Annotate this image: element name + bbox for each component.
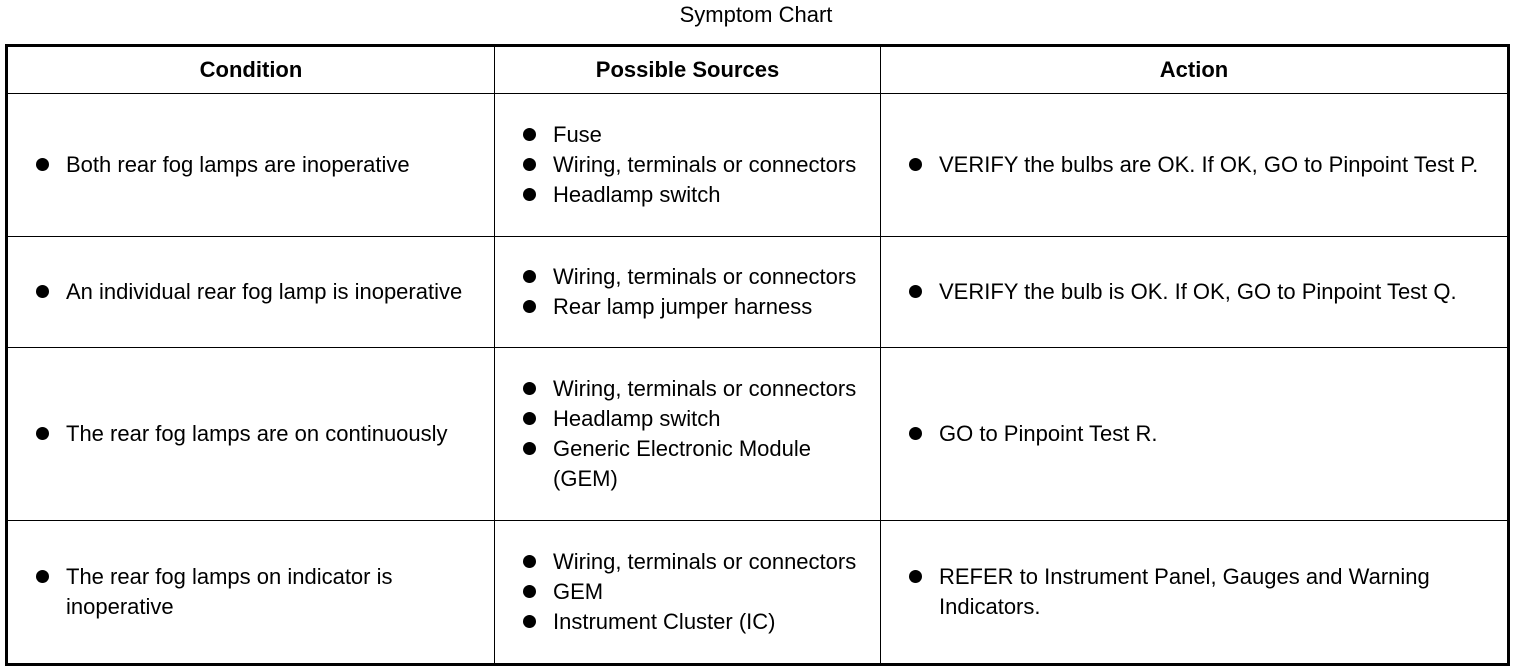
action-text: VERIFY the bulb is OK. If OK, GO to Pinpoint Test Q. xyxy=(939,279,1457,304)
list-item xyxy=(521,577,876,607)
condition-cell xyxy=(7,94,495,237)
condition-cell xyxy=(7,237,495,348)
list-item xyxy=(521,120,876,150)
sources-cell xyxy=(495,348,881,521)
list-item xyxy=(521,547,876,577)
bullet-icon xyxy=(523,585,536,598)
action-cell xyxy=(881,348,1509,521)
source-text: Fuse xyxy=(553,122,602,147)
list-item xyxy=(34,150,490,180)
list-item xyxy=(907,562,1503,622)
source-text: Instrument Cluster (IC) xyxy=(553,609,776,634)
list-item xyxy=(521,180,876,210)
source-text: GEM xyxy=(553,579,604,604)
action-text: GO to Pinpoint Test R. xyxy=(939,421,1158,446)
sources-cell xyxy=(495,237,881,348)
source-text: Headlamp switch xyxy=(553,406,721,431)
bullet-icon xyxy=(909,570,922,583)
list-item xyxy=(907,419,1503,449)
table-row xyxy=(7,521,1509,665)
bullet-icon xyxy=(36,158,49,171)
list-item xyxy=(907,150,1503,180)
action-text: REFER to Instrument Panel, Gauges and Warning Indicators. xyxy=(939,564,1430,619)
table-row xyxy=(7,348,1509,521)
bullet-icon xyxy=(523,555,536,568)
bullet-icon xyxy=(523,128,536,141)
header-row xyxy=(7,46,1509,94)
bullet-icon xyxy=(909,285,922,298)
source-text: Wiring, terminals or connectors xyxy=(553,549,857,574)
condition-cell xyxy=(7,521,495,665)
bullet-icon xyxy=(909,158,922,171)
condition-cell xyxy=(7,348,495,521)
possible-sources-header: Possible Sources xyxy=(495,46,881,94)
sources-cell xyxy=(495,94,881,237)
list-item xyxy=(521,434,876,494)
action-cell xyxy=(881,237,1509,348)
source-text: Generic Electronic Module (GEM) xyxy=(553,436,812,491)
list-item xyxy=(34,562,490,622)
source-text: Wiring, terminals or connectors xyxy=(553,152,857,177)
bullet-icon xyxy=(909,427,922,440)
list-item xyxy=(907,277,1503,307)
bullet-icon xyxy=(523,158,536,171)
action-cell xyxy=(881,521,1509,665)
bullet-icon xyxy=(523,188,536,201)
list-item xyxy=(521,404,876,434)
condition-text: An individual rear fog lamp is inoperative xyxy=(66,279,463,304)
action-cell xyxy=(881,94,1509,237)
condition-header: Condition xyxy=(7,46,495,94)
list-item xyxy=(521,607,876,637)
condition-text: Both rear fog lamps are inoperative xyxy=(66,152,410,177)
sources-cell xyxy=(495,521,881,665)
bullet-icon xyxy=(523,300,536,313)
source-text: Headlamp switch xyxy=(553,182,721,207)
list-item xyxy=(521,150,876,180)
condition-text: The rear fog lamps on indicator is inoperative xyxy=(66,564,393,619)
action-header: Action xyxy=(881,46,1509,94)
list-item xyxy=(34,277,490,307)
list-item xyxy=(521,374,876,404)
source-text: Wiring, terminals or connectors xyxy=(553,264,857,289)
bullet-icon xyxy=(36,285,49,298)
table-row xyxy=(7,94,1509,237)
list-item xyxy=(34,419,490,449)
condition-text: The rear fog lamps are on continuously xyxy=(66,421,448,446)
bullet-icon xyxy=(523,412,536,425)
bullet-icon xyxy=(523,382,536,395)
action-text: VERIFY the bulbs are OK. If OK, GO to Pinpoint Test P. xyxy=(939,152,1479,177)
list-item xyxy=(521,262,876,292)
list-item xyxy=(521,292,876,322)
source-text: Wiring, terminals or connectors xyxy=(553,376,857,401)
bullet-icon xyxy=(36,570,49,583)
bullet-icon xyxy=(523,270,536,283)
bullet-icon xyxy=(36,427,49,440)
symptom-chart-table xyxy=(5,44,1510,666)
bullet-icon xyxy=(523,615,536,628)
table-row xyxy=(7,237,1509,348)
chart-title: Symptom Chart xyxy=(679,2,833,27)
bullet-icon xyxy=(523,442,536,455)
source-text: Rear lamp jumper harness xyxy=(553,294,813,319)
